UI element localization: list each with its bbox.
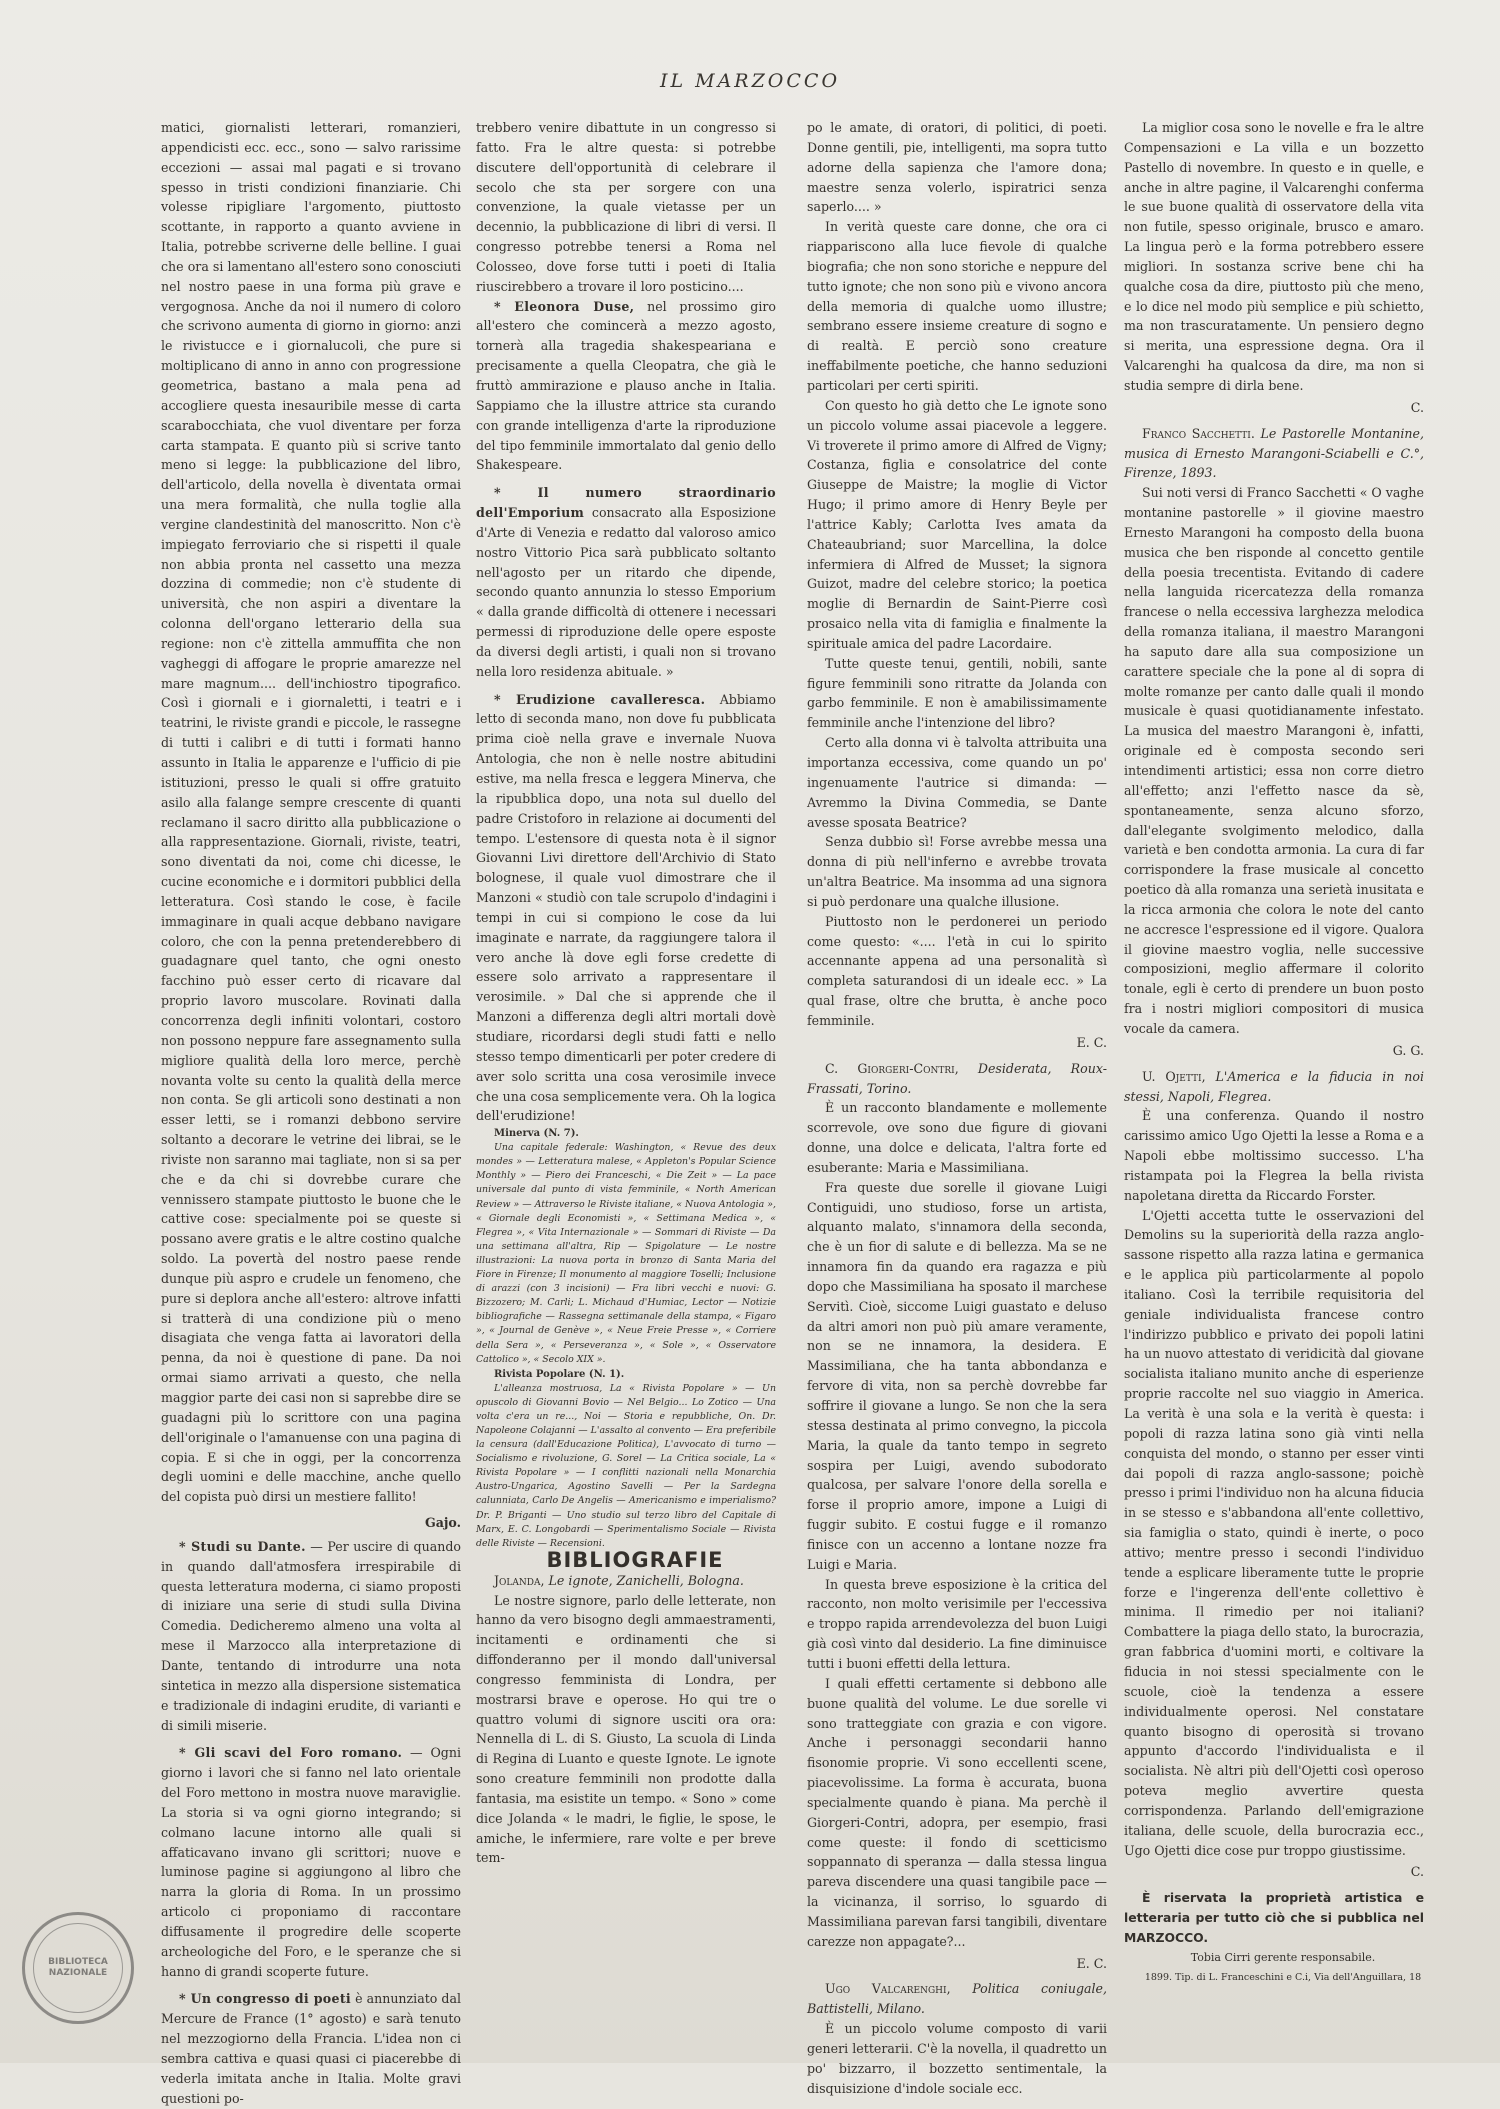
news-lead: * Gli scavi del Foro romano.	[179, 1745, 403, 1761]
signature: E. C.	[1076, 1034, 1107, 1050]
review-paragraph: Certo alla donna vi è talvolta attribuita una importanza eccessiva, come quando un po' ingenuamente l'autrice si dimanda: — Avremmo la Divina Commedia, se Dante avesse sposata Beatrice?	[807, 735, 1107, 830]
book-author: U. Ojetti,	[1142, 1068, 1206, 1084]
review-paragraph: Le nostre signore, parlo delle letterate, non hanno da vero bisogno degli ammaestramenti, incitamenti e ordinamenti che si diffonderanno per il mondo dall'universal congresso femminista di Londra, per mostrarsi brave e operose. Ho qui tre o quattro volumi di signore usciti ora ora: Nennella di L. di S. Giusto, La scuola di Linda di Regina di Luanto e queste Ignote. Le ignote sono creature femminili non prodotte dalla fantasia, ma esistite un tempo. « Sono » come dice Jolanda « le madri, le figlie, le spose, le amiche, le infermiere, rare volte e per breve tem-	[476, 1592, 776, 1866]
news-item	[161, 1743, 461, 1981]
news-item	[476, 483, 776, 681]
book-details: Le ignote, Zanichelli, Bologna.	[544, 1572, 744, 1588]
signature: G. G.	[1392, 1042, 1424, 1058]
review-summary: L'alleanza mostruosa, La « Rivista Popolare » — Un opuscolo di Giovanni Bovio — Nel Belgio... Lo Zotico — Una volta c'era un re..., Noi — Storia e repubbliche, On. Dr. Napoleone Colajanni — L'assalto al convento — Era preferibile la censura (dall'Educazione Politica), L'avvocato di turno — Socialismo e rivoluzione, G. Sorel — La Critica sociale, La « Rivista Popolare » — I conflitti nazionali nella Monarchia Austro-Ungarica, Agostino Savelli — Per la Sardegna calunniata, Carlo De Angelis — Americanismo e imperialismo? Dr. P. Briganti — Uno studio sul terzo libro del Capitale di Marx, E. C. Longobardi — Sperimentalismo Sociale — Rivista delle Riviste — Recensioni.	[476, 1382, 776, 1549]
signature: E. C.	[1076, 1955, 1107, 1971]
book-entry-head	[1124, 424, 1424, 484]
article-paragraph: matici, giornalisti letterari, romanzieri, appendicisti ecc. ecc., sono — salvo rarissime eccezioni — assai mal pagati e si trovano spesso in tristi condizioni finanziarie. Chi volesse ripigliare l'argomento, piuttosto scottante, in rapporto a quanto avviene in Italia, potrebbe scriverne delle belline. I guai che ora si lamentano all'estero sono conosciuti nel nostro paese in una forma più grave e vergognosa. Anche da noi il numero di coloro che scrivono aumenta di giorno in giorno: anzi le rivistucce e i giornalucoli, che pure si moltiplicano di anno in anno con progressione geometrica, bastano a mala pena ad accogliere questa inesauribile messe di carta scarabocchiata, che vuol diventare per forza carta stampata. E quanto più si scrive tanto meno si legge: la pubblicazione del libro, dell'articolo, della novella è diventata ormai una mera formalità, che nulla toglie alla vergine clandestinità del manoscritto. Non c'è impiegato ferroviario che si rispetti il quale non abbia pronta nel cassetto una mezza dozzina di commedie; non c'è studente di università, che non aspiri a diventare la colonna dell'organo letterario della sua regione: non c'è zittella ammuffita che non vagheggi di affogare le proprie amarezze nel mare magnum.... dell'inchiostro tipografico. Così i giornali e i giornaletti, i teatri e i teatrini, le riviste grandi e piccole, le rassegne di tutti i calibri e di tutti i formati hanno assunto in Italia le apparenze e l'ufficio di pie istituzioni, presso le quali si offre gratuito asilo alla falange sempre crescente di quanti reclamano il sacro diritto alla pubblicazione o alla rappresentazione. Giornali, riviste, teatri, sono diventati da noi, come chi dicesse, le cucine economiche e i dormitori pubblici della letteratura. Così stando le cose, è facile immaginare in quali acque debbano navigare coloro, che con la penna pretenderebbero di guadagnare quel tanto, che ogni onesto facchino può esser certo di ricavare dal proprio lavoro muscolare. Rovinati dalla concorrenza degli infiniti volontari, costoro non possono neppure fare assegnamento sulla migliore qualità della loro merce, perchè novanta volte su cento la qualità della merce non conta. Se gli articoli sono destinati a non esser letti, se i romanzi debbono servire soltanto a decorare le vetrine dei librai, se le riviste non saranno mai tagliate, non si sa per che e da chi si dovrebbe curare che vennissero stampate piuttosto le buone che le cattive cose: specialmente poi se queste si possano avere gratis e le altre costino qualche soldo. La povertà del nostro paese rende dunque più aspro e crudele un fenomeno, che pure si deplora anche all'estero: altrove infatti si tratterà di una condizione più o meno disagiata che venga fatta ai lavoratori della penna, da noi è questione di pane. Da noi ormai siamo arrivati a questo, che nella maggior parte dei casi non si saprebbe dire se guadagni più lo scrittore con una pagina dell'originale o l'amanuense con una pagina di copia. E si che in oggi, per la concorrenza degli uomini e delle macchine, anche quello del copista può dirsi un mestiere fallito!	[161, 120, 461, 1505]
news-text: — Per uscire di quando in quando dall'atmosfera irrespirabile di questa letteratura moderna, ci siamo proposti di iniziare una serie di studi sulla Divina Comedia. Dedicheremo almeno una volta al mese il Marzocco alla interpretazione di Dante, tentando di introdurre una nota sintetica in mezzo alla dispersione sistematica e tradizionale di indagini erudite, di varianti e di simili miserie.	[161, 1538, 461, 1733]
book-entry-head	[476, 1571, 776, 1591]
review-paragraph: È una conferenza. Quando il nostro carissimo amico Ugo Ojetti la lesse a Roma e a Napoli ebbe moltissimo successo. L'ha ristampata poi la Flegrea la bella rivista napoletana diretta da Riccardo Forster.	[1124, 1108, 1424, 1203]
news-text: è annunziato dal Mercure de France (1° agosto) e sarà tenuto nel mezzogiorno della Francia. L'idea non ci sembra cattiva e quasi quasi ci piacerebbe di vederla imitata anche in Italia. Molte gravi questioni po-	[161, 1991, 461, 2106]
signature: Gajo.	[424, 1515, 461, 1531]
news-item	[476, 297, 776, 476]
responsible-manager: Tobia Cirri gerente responsabile.	[1190, 1950, 1376, 1964]
news-text: consacrato alla Esposizione d'Arte di Venezia e redatto dal valoroso amico nostro Vittorio Pica sarà pubblicato soltanto nell'agosto per un ritardo che dipende, secondo quanto annunzia lo stesso Emporium « dalla grande difficoltà di ottenere i necessari permessi di riproduzione delle opere esposte da diversi degli artisti, i quali non si trovano nella loro residenza abituale. »	[476, 505, 776, 679]
column-4	[1124, 118, 1424, 1983]
news-text: — Ogni giorno i lavori che si fanno nel lato orientale del Foro mettono in mostra nuove maraviglie. La storia si va ogni giorno integrando; si colmano lacune intorno alle quali si affaticavano invano gli scrittori; nuove e luminose pagine si aggiungono al libro che narra la gloria di Roma. In un prossimo articolo ci proponiamo di raccontare diffusamente il progredire delle scoperte archeologiche del Foro, e le speranze che si hanno di grandi scoperte future.	[161, 1745, 461, 1979]
review-paragraph: Fra queste due sorelle il giovane Luigi Contiguidi, uno studioso, forse un artista, alquanto malato, s'innamora della seconda, che è un fior di salute e di bellezza. Ma se ne innamora fin da quando era ragazza e più dopo che Massimiliana ha sposato il marchese Servitì. Cioè, siccome Luigi guastato e deluso da altri amori non può più amare veramente, non se ne innamora, la desidera. E Massimiliana, che ha tanta abbondanza e fervore di vita, non sa perchè dovrebbe far soffrire il giovane a lungo. Se non che la sera stessa destinata al primo convegno, la piccola Maria, la quale da tanto tempo in segreto sospira per Luigi, avendo subodorato qualcosa, per salvare l'onore della sorella e forse il proprio amore, impone a Luigi di fuggir subito. E costui fugge e il romanzo finisce con un accenno a lontane nozze fra Luigi e Maria.	[807, 1179, 1107, 1572]
book-entry-head	[807, 1059, 1107, 1099]
review-paragraph: Piuttosto non le perdonerei un periodo come questo: «.... l'età in cui lo spirito accennante appena ad una personalità sì completa saturandosi di un ideale ecc. » La qual frase, oltre che brutta, è anche poco femminile.	[807, 913, 1107, 1028]
news-lead: * Erudizione cavalleresca.	[494, 691, 706, 707]
book-details: Le Pastorelle Montanine, musica di Ernesto Marangoni-Sciabelli e C.°, Firenze, 1893.	[1124, 425, 1424, 481]
review-paragraph: È un piccolo volume composto di varii generi letterarii. C'è la novella, il quadretto un po' bizzarro, il bozzetto sentimentale, la disquisizione d'indole sociale ecc.	[807, 2021, 1107, 2096]
review-paragraph: È un racconto blandamente e mollemente scorrevole, ove sono due figure di giovani donne, una dolce e delicata, l'altra forte ed esuberante: Maria e Massimiliana.	[807, 1100, 1107, 1175]
section-title: BIBLIOGRAFIE	[546, 1547, 724, 1572]
news-lead: * Studi su Dante.	[179, 1538, 306, 1554]
review-paragraph: Senza dubbio sì! Forse avrebbe messa una donna di più nell'inferno e avrebbe trovata un'altra Beatrice. Ma insomma ad una signora si può perdonare una qualche illusione.	[807, 834, 1107, 909]
review-paragraph: Sui noti versi di Franco Sacchetti « O vaghe montanine pastorelle » il giovine maestro Ernesto Marangoni ha composto della buona musica che ben risponde al concetto gentile della poesia trecentista. Evitando di cadere nella languida ricercatezza della romanza francese o nella eccessiva larghezza melodica della romanza italiana, il maestro Marangoni ha saputo dare alla sua composizione un carattere speciale che la pone al di sopra di molte romanze per canto dalle quali il mondo musicale è quasi quotidianamente infestato. La musica del maestro Marangoni è, infatti, originale ed è composta secondo seri intendimenti artistici; essa non corre dietro all'effetto; anzi l'effetto nasce da sè, spontaneamente, senza alcuno sforzo, dall'elegante svolgimento melodico, dalla varietà e ben condotta armonia. La cura di far corrispondere la frase musicale al concetto poetico dà alla romanza una serietà inusitata e la ricca armonia che colora le note del canto ne accresce l'espressione ed il vigore. Qualora il giovine maestro voglia, nelle successive composizioni, meglio affermare il colorito tonale, egli è certo di prendere un buon posto fra i nostri migliori compositori di musica vocale da camera.	[1124, 485, 1424, 1036]
review-paragraph: In verità queste care donne, che ora ci riappariscono alla luce fievole di qualche biografia; che non sono storiche e neppure del tutto ignote; che non sono più e vivono ancora della memoria di qualche uomo illustre; sembrano essere insieme creature di sogno e di realtà. E perciò sono creature ineffabilmente poetiche, che hanno seduzioni particolari per certi spiriti.	[807, 219, 1107, 393]
signature: C.	[1410, 1864, 1424, 1880]
column-3	[807, 118, 1107, 2096]
review-paragraph: L'Ojetti accetta tutte le osservazioni del Demolins su la superiorità della razza anglo-sassone rispetto alla razza latina e germanica e le applica più particolarmente al popolo italiano. Così la terribile requisitoria del geniale individualista francese contro l'indirizzo pubblico e privato dei popoli latini ha un nuovo attestato di veridicità dal giovane socialista italiano munito anche di esperienze proprie raccolte nel suo viaggio in America. La verità è una sola e la verità è questa: i popoli di razza latina sono già vinti nella conquista del mondo, o stanno per esser vinti dai popoli di razza anglo-sassone; poichè presso i primi l'individuo non ha alcuna fiducia in se stesso e s'abbandona all'ente collettivo, sia famiglia o stato, quindi è inerte, o poco attivo; mentre presso i secondi l'individuo tende a esplicare liberamente tutte le proprie forze e l'ingerenza dell'ente collettivo è minima. Il rimedio per noi italiani? Combattere la piaga dello stato, la burocrazia, gran fabbrica d'uomini morti, e coltivare la fiducia in noi stessi specialmente con le scuole, cioè la tendenza a essere individualmente operosi. Nel constatare quanto bisogno di operosità si trovano appunto d'accordo l'individualista e il socialista. Nè altri più dell'Ojetti così operoso poteva meglio avvertire questa corrispondenza. Parlando dell'emigrazione italiana, delle scuole, della burocrazia ecc., Ugo Ojetti dice cose pur troppo giustissime.	[1124, 1207, 1424, 1858]
news-lead: * Il numero straordinario dell'Emporium	[476, 485, 776, 521]
news-item	[476, 690, 776, 1127]
book-details: L'America e la fiducia in noi stessi, Napoli, Flegrea.	[1124, 1068, 1424, 1104]
news-text: Abbiamo letto di seconda mano, non dove fu pubblicata prima cioè nella grave e invernale Nuova Antologia, che non è nelle nostre abitudini estive, ma nella fresca e leggera Minerva, che la ripubblica dopo, una nota sul duello del padre Cristoforo in relazione ai documenti del tempo. L'estensore di questa nota è il signor Giovanni Livi direttore dell'Archivio di Stato bolognese, il quale vuol dimostrare che il Manzoni « studiò con tale scrupolo d'indagini i tempi in cui si compiono le cose da lui imaginate e narrate, da raggiungere talora il vero anche là dove egli forse credette di essere solo arrivato a rappresentare il verosimile. » Dal che si apprende che il Manzoni a differenza degli altri mortali dovè studiare, ricordarsi degli studi fatti e nello stesso tempo dimenticarli per poter credere di aver solo scritta una cosa verosimile invece che una cosa semplicemente vera. Oh la logica dell'erudizione!	[476, 691, 776, 1124]
book-author: Franco Sacchetti.	[1142, 425, 1255, 441]
review-paragraph: La miglior cosa sono le novelle e fra le altre Compensazioni e La villa e un bozzetto Pastello di novembre. In questo e in quelle, e anche in altre pagine, il Valcarenghi conferma le sue buone qualità di osservatore della vita non futile, spesso originale, brusco e amaro. La lingua però e la forma potrebbero essere migliori. In sostanza scrive bene chi ha qualche cosa da dire, piuttosto più che meno, e lo dice nel modo più semplice e più schietto, ma non trascuratamente. Un pensiero degno si merita, una espressione degna. Ora il Valcarenghi ha qualcosa da dire, ma non si studia sempre di dirla bene.	[1124, 120, 1424, 393]
news-lead: * Eleonora Duse,	[494, 298, 635, 314]
news-item	[161, 1537, 461, 1735]
column-1	[161, 118, 461, 2106]
library-stamp	[22, 1912, 134, 2024]
signature: C.	[1410, 399, 1424, 415]
news-lead: * Un congresso di poeti	[179, 1991, 352, 2007]
stamp-text: BIBLIOTECA NAZIONALE	[48, 1957, 108, 1978]
book-details: Politica coniugale, Battistelli, Milano.	[807, 1981, 1107, 2017]
review-paragraph: I quali effetti certamente si debbono alle buone qualità del volume. Le due sorelle vi sono tratteggiate con grazia e con vigore. Anche i personaggi secondarii hanno fisonomie proprie. Vi sono eccellenti scene, piacevolissime. La forma è accurata, buona specialmente quando è piana. Ma perchè il Giorgeri-Contri, adopra, per esempio, frasi come queste: il fondo di scetticismo soppannato di speranza — dalla stessa lingua pareva discendere una quasi tangibile pace — la vicinanza, il sorriso, lo sguardo di Massimiliana parevan farsi tangibili, diventare carezze non appagate?...	[807, 1675, 1107, 1949]
review-paragraph: Tutte queste tenui, gentili, nobili, sante figure femminili sono ritratte da Jolanda con garbo femminile. E non è amabilissimamente femminile anche l'intenzione del libro?	[807, 655, 1107, 731]
review-summary: Una capitale federale: Washington, « Revue des deux mondes » — Letteratura malese, « Appleton's Popular Science Monthly » — Piero dei Franceschi, « Die Zeit » — La pace universale dal punto di vista femminile, « North American Review » — Attraverso le Riviste italiane, « Nuova Antologia », « Giornale degli Economisti », « Settimana Medica », « Flegrea », « Vita Internazionale » — Sommari di Riviste — Da una settimana all'altra, Rip — Spigolature — Le nostre illustrazioni: La nuova porta in bronzo di Santa Maria del Fiore in Firenze; Il monumento al maggiore Toselli; Inclusione di arazzi (con 3 incisioni) — Fra libri vecchi e nuovi: G. Bizzozero; M. Carli; L. Michaud d'Humiac, Lector — Notizie bibliografiche — Rassegna settimanale della stampa, « Figaro », « Journal de Genève », « Neue Freie Presse », « Corriere della Sera », « Perseveranza », « Sole », « Osservatore Cattolico », « Secolo XIX ».	[476, 1142, 776, 1365]
book-entry-head	[1124, 1067, 1424, 1107]
book-author: Ugo Valcarenghi,	[825, 1981, 951, 1997]
review-paragraph: Con questo ho già detto che Le ignote sono un piccolo volume assai piacevole a leggere. Vi troverete il primo amore di Alfred de Vigny; Costanza, figlia e consolatrice del conte Giuseppe de Maistre; la moglie di Victor Hugo; il primo amore di Henry Beyle per l'attrice Kably; Carlotta Ives amata da Chateaubriand; suor Marcellina, la dolce infermiera di Alfred de Musset; la signora Guizot, madre del celebre storico; la poetica moglie di Bernardin de Saint-Pierre così prosaico nella vita di famiglia e finalmente la spirituale amica del padre Lacordaire.	[807, 397, 1107, 651]
article-paragraph: trebbero venire dibattute in un congresso si fatto. Fra le altre questa: si potrebbe discutere dell'opportunità di celebrare il secolo che sta per sorgere con una convenzione, la quale vietasse per un decennio, la pubblicazione di libri di versi. Il congresso potrebbe tenersi a Roma nel Colosseo, dove forse tutti i poeti di Italia riuscirebbero a trovare il loro posticino....	[476, 120, 776, 294]
review-summary-title: Minerva (N. 7).	[494, 1128, 579, 1140]
news-item	[161, 1989, 461, 2108]
review-paragraph: po le amate, di oratori, di politici, di poeti. Donne gentili, pie, intelligenti, ma sopra tutto adorne della sapienza che l'amore dona; maestre senza volerlo, ispiratrici senza saperlo.... »	[807, 120, 1107, 215]
news-text: nel prossimo giro all'estero che comincerà a mezzo agosto, tornerà alla tragedia shakespeariana e precisamente a quella Cleopatra, che già le fruttò ammirazione e plauso anche in Italia. Sappiamo che la illustre attrice sta curando con grande intelligenza d'arte la riproduzione del tipo femminile immortalato dal genio dello Shakespeare.	[476, 298, 776, 473]
book-author: C. Giorgeri-Contri,	[825, 1060, 959, 1076]
copyright-notice: È riservata la proprietà artistica e letteraria per tutto ciò che si pubblica nel MARZOCCO.	[1124, 1890, 1424, 1945]
book-author: Jolanda,	[494, 1572, 545, 1588]
column-2	[476, 118, 776, 1918]
book-details: Desiderata, Roux-Frassati, Torino.	[807, 1060, 1107, 1096]
review-summary-title: Rivista Popolare (N. 1).	[494, 1368, 625, 1380]
printer-imprint: 1899. Tip. di L. Franceschini e C.i, Via dell'Anguillara, 18	[1144, 1971, 1422, 1983]
book-entry-head	[807, 1979, 1107, 2019]
masthead: IL MARZOCCO	[659, 70, 841, 92]
review-paragraph: In questa breve esposizione è la critica del racconto, non molto verisimile per l'eccessiva e troppo rapida arrendevolezza del buon Luigi già così vinto dal desiderio. La fine diminuisce tutti i buoni effetti della lettura.	[807, 1576, 1107, 1671]
